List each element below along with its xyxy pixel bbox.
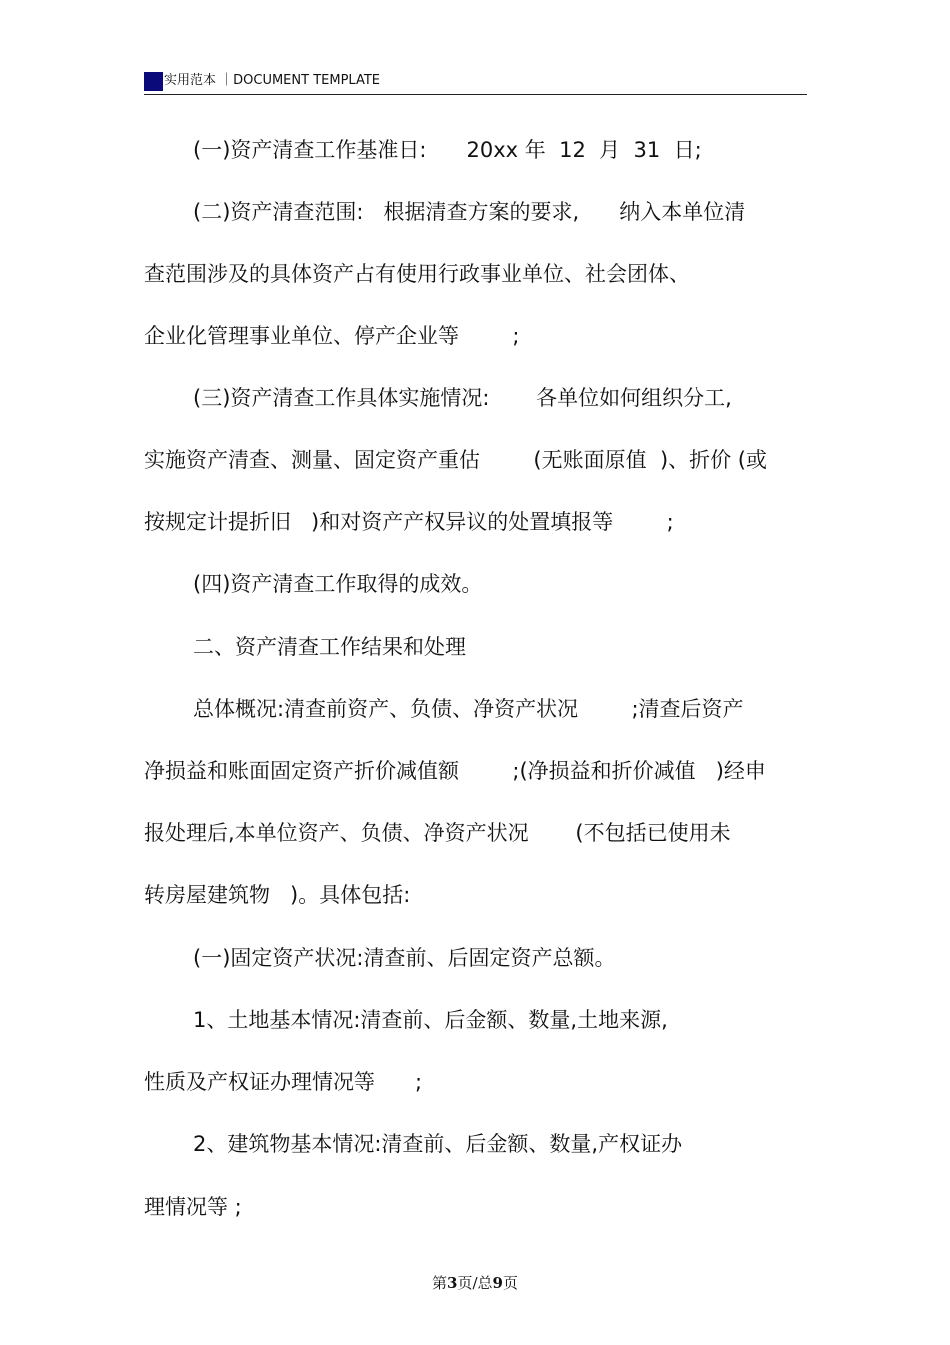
body-line: 性质及产权证办理情况等 ; (144, 1070, 423, 1094)
body-line: 1、土地基本情况:清查前、后金额、数量,土地来源, (193, 1008, 668, 1032)
body-line: 报处理后,本单位资产、负债、净资产状况 (不包括已使用未 (144, 821, 731, 845)
body-line: 实施资产清查、测量、固定资产重估 (无账面原值 )、折价 (或 (144, 448, 768, 472)
body-line: (一)资产清查工作基准日: 20xx 年 12 月 31 日; (193, 138, 702, 162)
body-line: 理情况等 ; (144, 1195, 242, 1219)
footer-total-pages: 9 (492, 1274, 503, 1292)
footer-suffix: 页 (502, 1274, 518, 1292)
body-line: 查范围涉及的具体资产占有使用行政事业单位、社会团体、 (144, 262, 690, 286)
footer-page-number: 3 (447, 1274, 458, 1292)
page-footer (0, 1272, 950, 1293)
section-heading: 二、资产清查工作结果和处理 (193, 635, 466, 659)
footer-prefix: 第 (432, 1274, 448, 1292)
body-line: 按规定计提折旧 )和对资产产权异议的处置填报等 ; (144, 510, 674, 534)
body-line: (一)固定资产状况:清查前、后固定资产总额。 (193, 946, 616, 970)
body-line: (四)资产清查工作取得的成效。 (193, 572, 483, 596)
header-logo-block (144, 72, 163, 91)
body-line: (二)资产清查范围: 根据清查方案的要求, 纳入本单位清 (193, 200, 746, 224)
footer-middle: 页/总 (457, 1274, 493, 1292)
body-line: 企业化管理事业单位、停产企业等 ; (144, 324, 520, 348)
header-label: 实用范本 ｜DOCUMENT TEMPLATE (164, 73, 380, 88)
body-line: 净损益和账面固定资产折价减值额 ;(净损益和折价减值 )经申 (144, 759, 766, 783)
body-line: 总体概况:清查前资产、负债、净资产状况 ;清查后资产 (193, 697, 744, 721)
body-line: 2、建筑物基本情况:清查前、后金额、数量,产权证办 (193, 1132, 683, 1156)
page-header (144, 70, 807, 95)
body-line: (三)资产清查工作具体实施情况: 各单位如何组织分工, (193, 386, 732, 410)
body-line: 转房屋建筑物 )。具体包括: (144, 883, 411, 907)
